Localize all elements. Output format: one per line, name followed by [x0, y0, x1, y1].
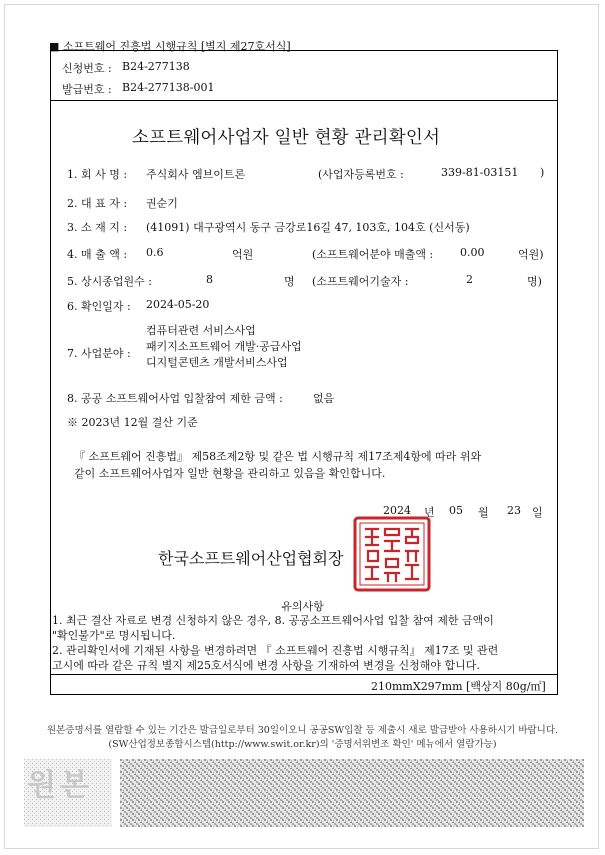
sw-sales-value: 0.00	[460, 246, 485, 259]
issue-month: 05	[449, 504, 463, 517]
notice-line: 2. 관리확인서에 기재된 사항을 변경하려면 『 소프트웨어 진흥법 시행규칙』 제17조 및 관련	[52, 644, 499, 657]
company-label: 1. 회 사 명 :	[67, 168, 128, 181]
business-item: 패키지소프트웨어 개발·공급사업	[146, 340, 302, 353]
bizno-label: (사업자등록번호 :	[318, 168, 404, 181]
issue-no-label: 발급번호 :	[62, 83, 112, 96]
application-no-value: B24-277138	[122, 60, 190, 73]
header-divider	[50, 100, 558, 101]
bizno-close: )	[540, 166, 545, 179]
sales-label: 4. 매 출 액 :	[67, 248, 128, 261]
notice-title: 유의사항	[281, 600, 324, 613]
statement-line: 『 소프트웨어 진흥법』 제58조제2항 및 같은 법 시행규칙 제17조제4항에 따라 위와	[74, 450, 482, 463]
employees-label: 5. 상시종업원수 :	[67, 275, 152, 288]
sw-sales-label: (소프트웨어분야 매출액 :	[312, 248, 434, 261]
page-title: 소프트웨어사업자 일반 현황 관리확인서	[132, 128, 441, 148]
settlement-basis: ※ 2023년 12월 결산 기준	[67, 416, 198, 429]
application-no-label: 신청번호 :	[62, 62, 112, 75]
notice-line: "확인불가"로 명시됩니다.	[52, 629, 176, 642]
employees-unit: 명	[284, 275, 295, 288]
issuer-name: 한국소프트웨어산업협회장	[158, 549, 344, 568]
bid-limit-label: 8. 공공 소프트웨어사업 입찰참여 제한 금액 :	[67, 392, 283, 405]
notice-divider	[50, 674, 558, 675]
company-value: 주식회사 엠브이트론	[146, 168, 246, 181]
business-item: 컴퓨터관련 서비스사업	[146, 324, 256, 337]
issue-month-unit: 월	[478, 506, 489, 519]
security-barcode	[24, 759, 584, 827]
sales-unit: 억원	[232, 248, 254, 261]
address-label: 3. 소 재 지 :	[67, 221, 128, 234]
footer-line: 원본증명서를 열람할 수 있는 기간은 발급일로부터 30일이오니 공공SW입찰 등 제출시 새로 발급받아 사용하시기 바랍니다.	[46, 725, 559, 736]
sales-value: 0.6	[146, 246, 164, 259]
business-label: 7. 사업분야 :	[67, 347, 131, 360]
paper-size: 210mmX297mm [백상지 80g/㎡]	[371, 680, 546, 693]
ceo-label: 2. 대 표 자 :	[67, 197, 128, 210]
bizno-value: 339-81-03151	[441, 166, 519, 179]
notice-line: 1. 최근 결산 자료로 변경 신청하지 않은 경우, 8. 공공소프트웨어사업 입찰 참여 제한 금액이	[52, 614, 494, 627]
watermark-original: 원본	[27, 768, 93, 803]
bid-limit-value: 없음	[313, 392, 335, 405]
employees-value: 8	[206, 273, 213, 286]
tech-label: (소프트웨어기술자 :	[312, 275, 409, 288]
issue-no-value: B24-277138-001	[122, 81, 215, 94]
statement-line: 같이 소프트웨어사업자 일반 현황을 관리하고 있음을 확인합니다.	[74, 467, 386, 480]
tech-value: 2	[466, 273, 473, 286]
ceo-value: 권순기	[146, 197, 178, 210]
issue-day: 23	[507, 504, 521, 517]
sw-sales-unit: 억원)	[518, 248, 544, 261]
form-tag: ■ 소프트웨어 진흥법 시행규칙 [별지 제27호서식]	[49, 40, 291, 53]
confirm-date-label: 6. 확인일자 :	[67, 300, 131, 313]
business-item: 디지털콘텐츠 개발서비스사업	[146, 356, 288, 369]
issue-year-unit: 년	[424, 506, 435, 519]
tech-unit: 명)	[527, 275, 542, 288]
official-seal	[352, 515, 432, 593]
issue-year: 2024	[383, 504, 411, 517]
confirm-date-value: 2024-05-20	[146, 298, 210, 311]
notice-line: 고시에 따라 같은 규칙 별지 제25호서식에 변경 사항을 기재하여 변경을 신청해야 합니다.	[52, 659, 480, 672]
footer-line: (SW산업정보종합시스템(http://www.swit.or.kr)의 '증명서위변조 확인' 메뉴에서 열람가능)	[108, 739, 497, 750]
issue-day-unit: 일	[532, 506, 543, 519]
address-value: (41091) 대구광역시 동구 금강로16길 47, 103호, 104호 (신서동)	[146, 221, 470, 234]
